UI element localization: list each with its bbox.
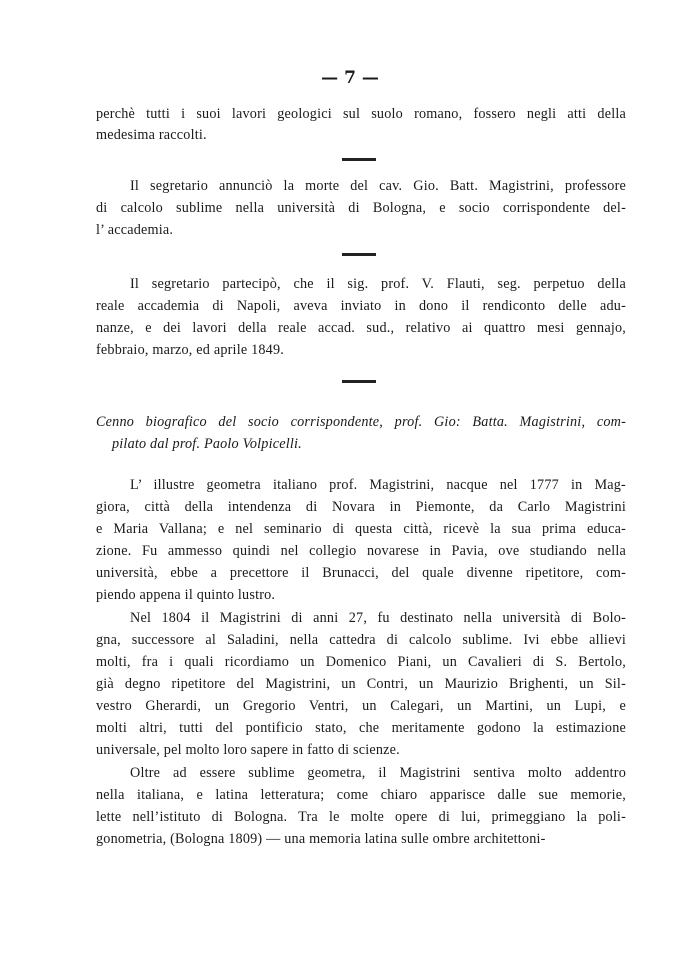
text-line: L’ illustre geometra italiano prof. Magistrini, nacque nel 1777 in Mag- xyxy=(130,477,626,493)
section-divider xyxy=(342,380,376,383)
text-line: già degno ripetitore del Magistrini, un Contri, un Maurizio Brighenti, un Sil- xyxy=(96,676,626,692)
text-line: lette nell’istituto di Bologna. Tra le molte opere di lui, primeggiano la poli- xyxy=(96,809,626,825)
text-line: piendo appena il quinto lustro. xyxy=(96,587,276,603)
text-line: vestro Gherardi, un Gregorio Ventri, un Calegari, un Martini, un Lupi, e xyxy=(96,698,626,714)
text-line: perchè tutti i suoi lavori geologici sul suolo romano, fossero negli atti della xyxy=(96,106,626,122)
text-line: Oltre ad essere sublime geometra, il Magistrini sentiva molto addentro xyxy=(130,765,626,781)
text-line: gonometria, (Bologna 1809) — una memoria latina sulle ombre architettoni- xyxy=(96,831,546,847)
text-line: febbraio, marzo, ed aprile 1849. xyxy=(96,342,285,358)
text-line: Il segretario annunciò la morte del cav. Gio. Batt. Magistrini, professore xyxy=(130,178,626,194)
text-line: pilato dal prof. Paolo Volpicelli. xyxy=(112,436,302,452)
section-divider xyxy=(342,253,376,256)
text-line: Il segretario partecipò, che il sig. prof. V. Flauti, seg. perpetuo della xyxy=(130,276,626,292)
text-line: e Maria Vallana; e nel seminario di questa città, ricevè la sua prima educa- xyxy=(96,521,626,537)
section-divider xyxy=(342,158,376,161)
text-line: medesima raccolti. xyxy=(96,127,207,143)
text-line: nella italiana, e latina letteratura; come chiaro apparisce dalle sue memorie, xyxy=(96,787,626,803)
text-line: di calcolo sublime nella università di Bologna, e socio corrispondente del- xyxy=(96,200,626,216)
page-number: — 7 — xyxy=(321,68,379,88)
text-line: giora, città della intendenza di Novara in Piemonte, da Carlo Magistrini xyxy=(96,499,626,515)
text-line: molti altri, tutti del pontificio stato, che meritamente godono la estimazione xyxy=(96,720,626,736)
text-line: reale accademia di Napoli, aveva inviato in dono il rendiconto delle adu- xyxy=(96,298,626,314)
text-line: università, ebbe a precettore il Brunacci, del quale divenne ripetitore, com- xyxy=(96,565,626,581)
text-line: universale, pel molto loro sapere in fatto di scienze. xyxy=(96,742,400,758)
text-line: nanze, e dei lavori della reale accad. sud., relativo ai quattro mesi gennajo, xyxy=(96,320,626,336)
text-line: l’ accademia. xyxy=(96,222,174,238)
text-line: gna, successore al Saladini, nella cattedra di calcolo sublime. Ivi ebbe allievi xyxy=(96,632,626,648)
text-line: Nel 1804 il Magistrini di anni 27, fu destinato nella università di Bolo- xyxy=(130,610,626,626)
text-line: zione. Fu ammesso quindi nel collegio novarese in Pavia, ove studiando nella xyxy=(96,543,626,559)
text-line: Cenno biografico del socio corrispondente, prof. Gio: Batta. Magistrini, com- xyxy=(96,414,626,430)
text-line: molti, fra i quali ricordiamo un Domenico Piani, un Cavalieri di S. Bertolo, xyxy=(96,654,626,670)
